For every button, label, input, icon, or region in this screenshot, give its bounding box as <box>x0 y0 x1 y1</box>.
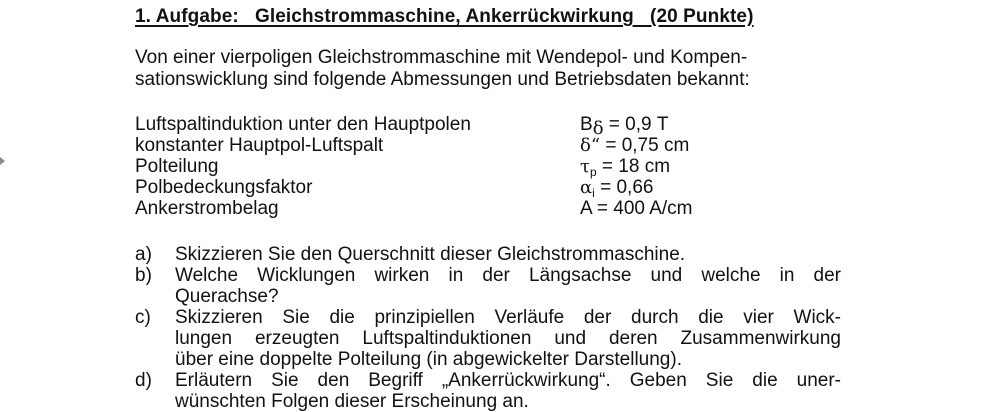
parameter-subscript: δ <box>592 118 604 139</box>
parameter-label: konstanter Hauptpol-Luftspalt <box>135 135 384 156</box>
task-letter: d) <box>135 370 152 391</box>
task-text-line: Querachse? <box>175 286 279 307</box>
intro-paragraph <box>135 47 855 91</box>
task-item-d <box>135 370 841 412</box>
parameter-symbol: α <box>580 177 593 198</box>
task-text-line: über eine doppelte Polteilung (in abgewickelter Darstellung). <box>175 349 682 370</box>
parameter-value <box>580 177 653 198</box>
parameter-value <box>580 114 669 139</box>
intro-line: Von einer vierpoligen Gleichstrommaschine mit Wendepol- und Kompen- <box>135 47 748 68</box>
parameter-amount: = 0,66 <box>594 177 654 198</box>
parameter-amount: = 400 A/cm <box>591 198 693 219</box>
parameter-label: Ankerstrombelag <box>135 198 279 219</box>
task-item-a <box>135 244 841 265</box>
parameter-label: Luftspaltinduktion unter den Hauptpolen <box>135 114 471 135</box>
parameter-symbol: B <box>580 114 593 135</box>
task-text-line: Erläutern Sie den Begriff „Ankerrückwirkung“. Geben Sie die uner- <box>175 370 841 391</box>
exercise-heading: 1. Aufgabe: Gleichstrommaschine, Ankerrückwirkung (20 Punkte) <box>135 6 754 27</box>
task-text-line: lungen erzeugten Luftspaltinduktionen und deren Zusammenwirkung <box>175 328 841 349</box>
task-item-b <box>135 265 841 307</box>
parameter-symbol: A <box>580 198 592 219</box>
parameter-value <box>580 135 689 156</box>
parameter-amount: = 0,9 T <box>603 114 669 135</box>
parameter-subscript: i <box>592 186 595 200</box>
parameter-amount: = 18 cm <box>596 156 671 177</box>
task-letter: c) <box>135 307 151 328</box>
task-item-c <box>135 307 841 370</box>
parameter-label: Polbedeckungsfaktor <box>135 177 313 198</box>
page-edge-marker <box>0 157 5 165</box>
parameter-subscript: p <box>589 165 597 179</box>
task-text-line: Skizzieren Sie den Querschnitt dieser Gleichstrommaschine. <box>175 244 686 265</box>
task-text-line: Skizzieren Sie die prinzipiellen Verläufe der durch die vier Wick- <box>175 307 841 328</box>
task-letter: b) <box>135 265 152 286</box>
parameter-value <box>580 156 670 177</box>
task-list <box>135 244 841 412</box>
parameter-amount: = 0,75 cm <box>600 135 690 156</box>
parameter-symbol: τ <box>580 156 590 177</box>
intro-line: sationswicklung sind folgende Abmessungen und Betriebsdaten bekannt: <box>135 69 750 90</box>
task-letter: a) <box>135 244 152 265</box>
parameter-value <box>580 198 693 219</box>
parameter-label: Polteilung <box>135 156 219 177</box>
parameter-symbol: δ“ <box>580 135 601 156</box>
task-text-line: wünschten Folgen dieser Erscheinung an. <box>175 391 529 412</box>
task-text-line: Welche Wicklungen wirken in der Längsachse und welche in der <box>175 265 841 286</box>
